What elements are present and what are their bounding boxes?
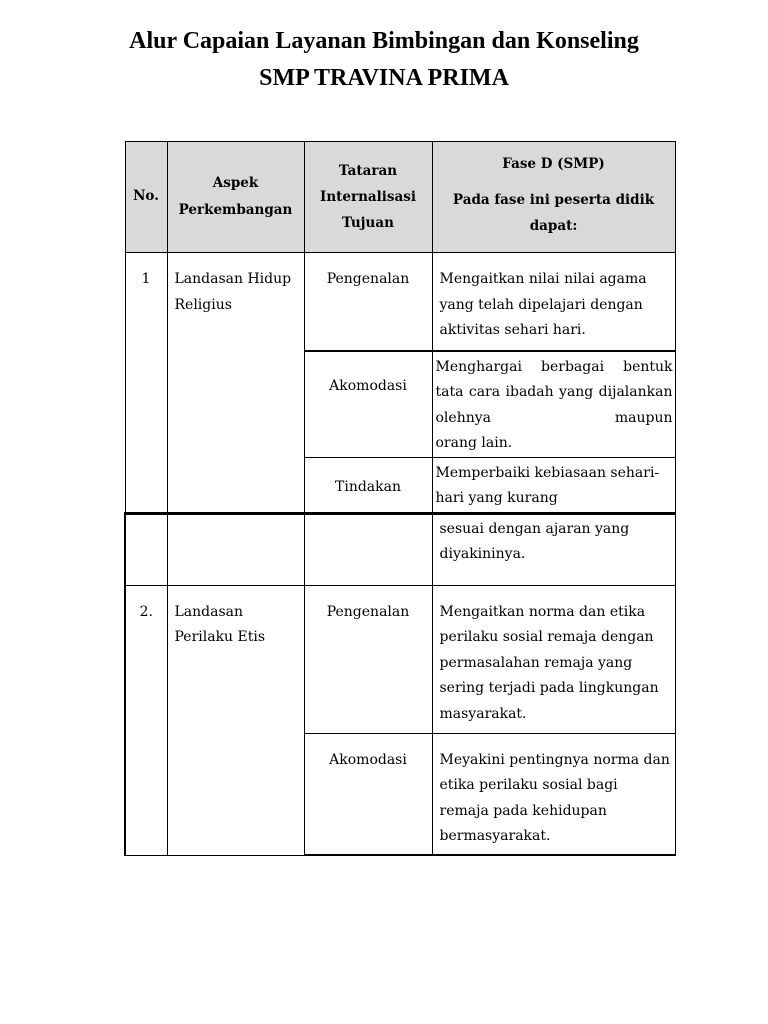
row-description: Memperbaiki kebiasaan sehari-hari yang kurang — [432, 457, 675, 513]
header-tataran-line3: Tujuan — [342, 215, 394, 231]
continuation-tataran-cell — [304, 513, 432, 585]
header-aspek — [167, 142, 304, 253]
continuation-no-cell — [125, 513, 167, 585]
row-description-continued: sesuai dengan ajaran yang diyakininya. — [432, 513, 675, 585]
header-tataran — [304, 142, 432, 253]
row-tataran: Pengenalan — [304, 253, 432, 351]
header-fase — [432, 142, 675, 253]
table-row-continuation — [125, 513, 675, 585]
header-fase-line3: dapat: — [529, 218, 578, 234]
row-description — [432, 351, 675, 458]
row-description: Mengaitkan norma dan etika perilaku sosial remaja dengan permasalahan remaja yang sering terjadi pada lingkungan masyarakat. — [432, 585, 675, 733]
header-tataran-line1: Tataran — [338, 163, 398, 179]
row-aspek: Landasan Hidup Religius — [167, 253, 304, 514]
row-tataran: Akomodasi — [304, 351, 432, 458]
header-aspek-line2: Perkembangan — [178, 202, 293, 218]
capaian-table — [124, 141, 676, 856]
row-description: Meyakini pentingnya norma dan etika perilaku sosial bagi remaja pada kehidupan bermasyarakat. — [432, 733, 675, 855]
school-name: SMP TRAVINA PRIMA — [259, 65, 509, 91]
row-description: Mengaitkan nilai nilai agama yang telah dipelajari dengan aktivitas sehari hari. — [432, 253, 675, 351]
row-description-main: Menghargai berbagai bentuk tata cara ibadah yang dijalankan olehnya maupun — [435, 358, 673, 426]
row-aspek: Landasan Perilaku Etis — [167, 585, 304, 855]
row-number: 2. — [125, 585, 167, 855]
header-fase-line1: Fase D (SMP) — [502, 156, 605, 172]
row-tataran: Tindakan — [304, 457, 432, 513]
row-tataran: Akomodasi — [304, 733, 432, 855]
continuation-aspek-cell — [167, 513, 304, 585]
header-tataran-line2: Internalisasi — [320, 189, 416, 205]
document-title: Alur Capaian Layanan Bimbingan dan Konseling — [129, 28, 639, 54]
header-aspek-line1: Aspek — [212, 175, 259, 191]
row-number: 1 — [125, 253, 167, 514]
header-fase-line2: Pada fase ini peserta didik — [452, 192, 655, 208]
header-no: No. — [125, 142, 167, 253]
table-row — [125, 253, 675, 351]
row-tataran: Pengenalan — [304, 585, 432, 733]
table-row — [125, 585, 675, 733]
row-description-last: orang lain. — [435, 435, 513, 451]
table-header-row — [125, 142, 675, 253]
